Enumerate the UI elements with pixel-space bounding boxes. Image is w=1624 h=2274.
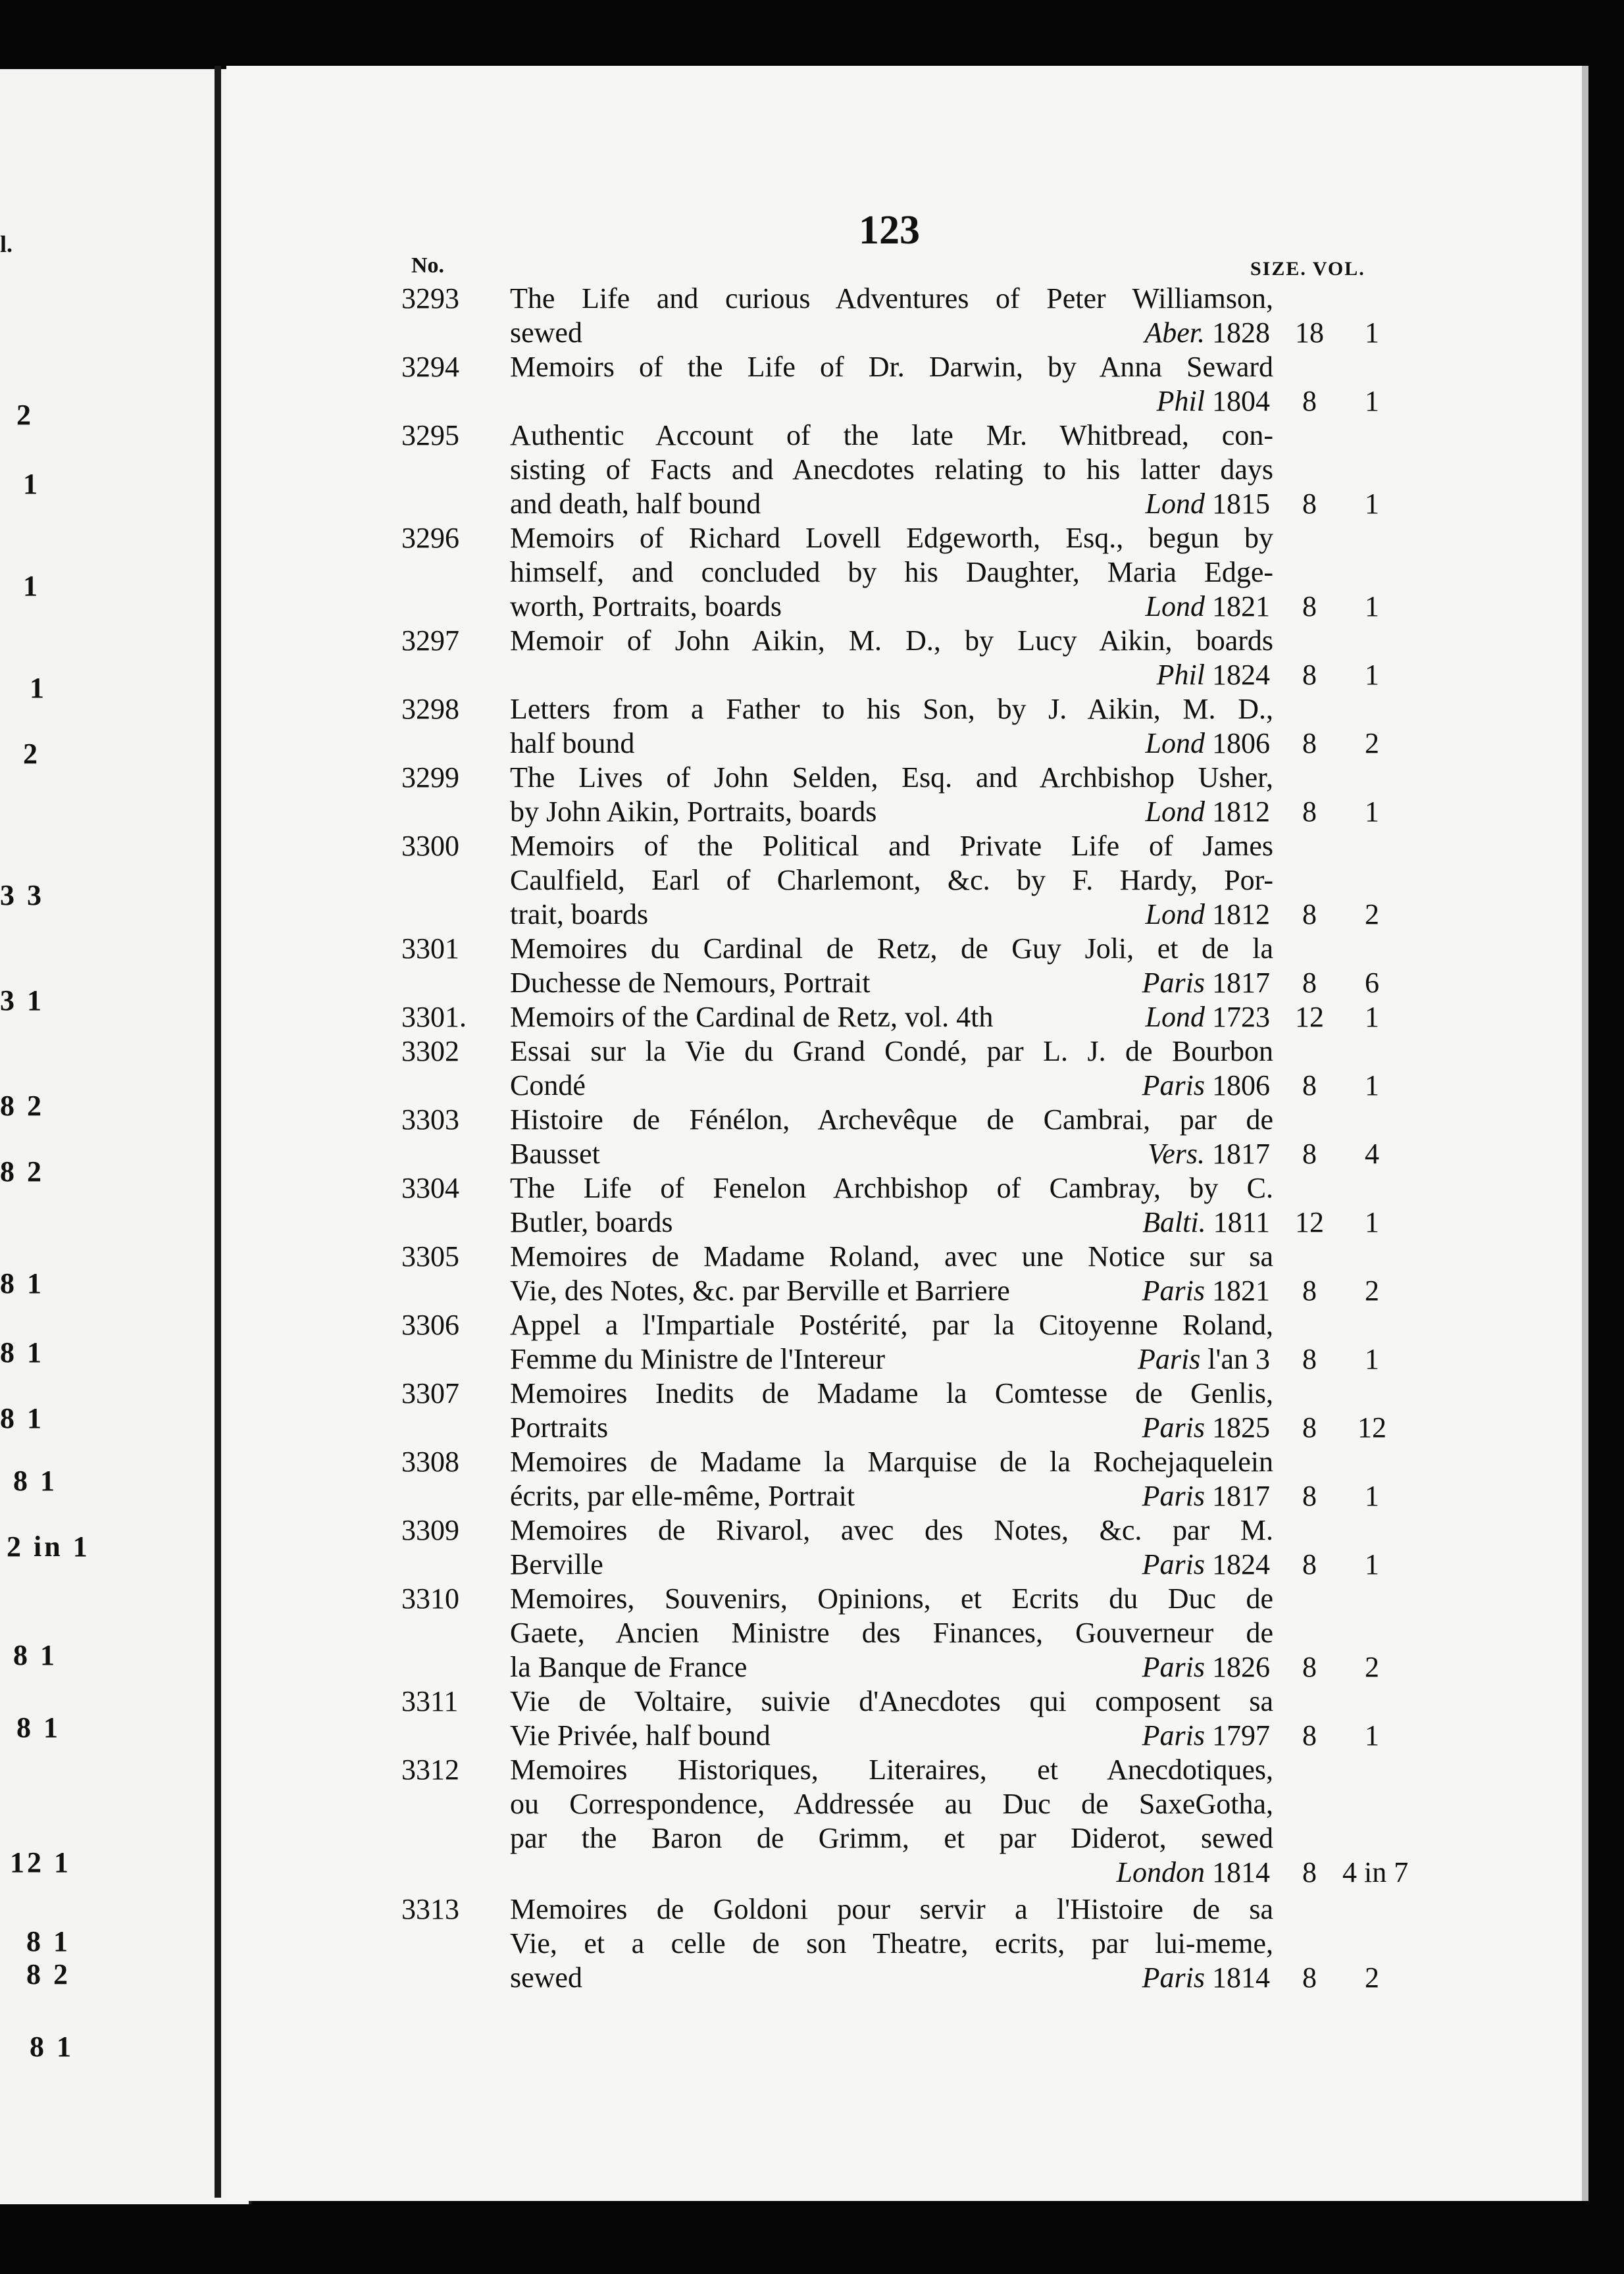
entry-line — [395, 1411, 1386, 1445]
entry-place: Lond — [1145, 796, 1205, 828]
entry-line — [395, 1137, 1382, 1171]
entry-place: Aber. — [1144, 316, 1205, 349]
entry-volumes: 1 — [1365, 488, 1379, 520]
entry-imprint — [1142, 1479, 1270, 1513]
entry-title-text: Memoires de Madame la Marquise de la Rochejaquelein — [510, 1446, 1273, 1478]
entry-line — [395, 1650, 1382, 1684]
entry-line — [395, 555, 1382, 590]
entry-title-text: Butler, boards — [510, 1206, 673, 1238]
entry-imprint — [1157, 384, 1270, 418]
entry-number: 3301 — [401, 932, 459, 965]
left-page-fragment: 1 — [23, 468, 40, 500]
entry-place: Paris — [1142, 1069, 1205, 1101]
entry-title-text: Essai sur la Vie du Grand Condé, par L. J. de Bourbon — [510, 1035, 1273, 1067]
entry-year: 1826 — [1212, 1651, 1270, 1683]
entry-size: 8 — [1302, 1856, 1317, 1888]
entry-number: 3298 — [401, 693, 459, 725]
entry-volumes: 1 — [1365, 1343, 1379, 1375]
entry-title-text: trait, boards — [510, 898, 649, 930]
entry-size: 8 — [1302, 1651, 1317, 1683]
entry-number: 3309 — [401, 1514, 459, 1546]
entry-year: 1797 — [1212, 1719, 1270, 1752]
entry-volumes: 1 — [1365, 1206, 1379, 1238]
entry-volumes: 2 — [1365, 1651, 1379, 1683]
entry-place: Paris — [1142, 1719, 1205, 1752]
entry-place: Paris — [1142, 1411, 1205, 1444]
entry-size: 8 — [1302, 590, 1317, 622]
entry-title-text: The Life of Fenelon Archbishop of Cambray, by C. — [510, 1172, 1273, 1204]
entry-line — [395, 1548, 1382, 1582]
entry-year: 1814 — [1212, 1961, 1270, 1994]
entry-year: 1804 — [1212, 385, 1270, 417]
entry-volumes: 1 — [1365, 1719, 1379, 1752]
entry-imprint — [1142, 1650, 1270, 1684]
entry-title-text: Berville — [510, 1548, 603, 1580]
entry-line — [395, 1377, 1382, 1411]
left-page-fragment: 8 2 — [26, 1958, 70, 1990]
entry-number: 3312 — [401, 1754, 459, 1786]
entry-volumes: 4 in 7 — [1342, 1856, 1409, 1888]
entry-place: Phil — [1156, 659, 1205, 691]
entry-line — [395, 1000, 1382, 1034]
entry-place: Paris — [1137, 1343, 1201, 1375]
entry-title-text: ou Correspondence, Addressée au Duc de SaxeGotha, — [510, 1788, 1273, 1820]
entry-imprint — [1146, 795, 1270, 829]
entry-imprint — [1142, 1069, 1270, 1103]
entry-line — [395, 1479, 1382, 1513]
entry-imprint — [1142, 1719, 1270, 1753]
left-page-fragment: 2 — [16, 399, 34, 431]
entry-title-text: Memoires de Madame Roland, avec une Notice sur sa — [510, 1240, 1273, 1273]
entry-line — [395, 658, 1382, 692]
entry-place: Balti. — [1142, 1206, 1206, 1238]
catalog-entry — [395, 1582, 1382, 1684]
entry-place: London — [1116, 1856, 1205, 1888]
entry-line — [395, 1513, 1382, 1548]
entry-line — [395, 1445, 1382, 1479]
entry-year: 1828 — [1212, 316, 1270, 349]
entry-title-text: Vie, des Notes, &c. par Berville et Barriere — [510, 1275, 1010, 1307]
left-page-fragment: 3 3 — [0, 879, 44, 911]
entry-title-text: sisting of Facts and Anecdotes relating to his latter days — [510, 453, 1273, 486]
entry-number: 3301. — [401, 1001, 467, 1033]
entry-number: 3306 — [401, 1309, 459, 1341]
entry-title-text: Memoir of John Aikin, M. D., by Lucy Aikin, boards — [510, 624, 1273, 657]
entry-line — [395, 1103, 1382, 1137]
entry-size: 8 — [1302, 1343, 1317, 1375]
entry-line — [395, 932, 1382, 966]
entry-place: Paris — [1142, 1651, 1205, 1683]
entry-year: 1817 — [1212, 1480, 1270, 1512]
entry-title-text: Portraits — [510, 1411, 609, 1444]
entry-number: 3294 — [401, 351, 459, 383]
column-header-size-vol: SIZE. VOL. — [1250, 258, 1365, 280]
entry-imprint — [1146, 1000, 1270, 1034]
entry-line — [395, 453, 1382, 487]
entry-title-text: Memoires de Rivarol, avec des Notes, &c. par M. — [510, 1514, 1273, 1546]
entry-imprint — [1142, 1411, 1270, 1445]
entry-volumes: 2 — [1365, 1275, 1379, 1307]
entry-title-text: The Life and curious Adventures of Peter Williamson, — [510, 282, 1273, 315]
entry-title-text: écrits, par elle-même, Portrait — [510, 1480, 855, 1512]
entry-place: Paris — [1142, 1548, 1205, 1580]
catalog-entry — [395, 1240, 1382, 1308]
entry-size: 8 — [1302, 727, 1317, 759]
entry-title-text: Memoirs of the Political and Private Life of James — [510, 830, 1273, 862]
entry-place: Lond — [1145, 488, 1205, 520]
entry-title-text: worth, Portraits, boards — [510, 590, 782, 622]
page-number: 123 — [859, 208, 920, 253]
left-page-fragment: 3 1 — [0, 984, 44, 1017]
book-gutter — [215, 66, 221, 2198]
entry-size: 8 — [1302, 796, 1317, 828]
entry-size: 18 — [1295, 316, 1324, 349]
entry-title-text: Appel a l'Impartiale Postérité, par la Citoyenne Roland, — [510, 1309, 1273, 1341]
left-page-fragment: 8 1 — [13, 1465, 57, 1497]
entry-title-text: Histoire de Fénélon, Archevêque de Cambrai, par de — [510, 1103, 1273, 1136]
entry-number: 3308 — [401, 1446, 459, 1478]
entry-line — [395, 1787, 1382, 1821]
catalog-entry — [395, 1753, 1409, 1890]
entry-title-text: Memoires de Goldoni pour servir a l'Histoire de sa — [510, 1893, 1273, 1925]
entry-volumes: 2 — [1365, 1961, 1379, 1994]
entry-line — [395, 795, 1382, 829]
left-page-fragment: 1 — [30, 672, 47, 704]
entry-title-text: Duchesse de Nemours, Portrait — [510, 967, 871, 999]
entry-line — [395, 966, 1382, 1000]
entry-place: Paris — [1142, 967, 1205, 999]
entry-place: Lond — [1145, 898, 1205, 930]
entry-size: 8 — [1302, 488, 1317, 520]
entry-year: 1723 — [1212, 1001, 1270, 1033]
entry-number: 3313 — [401, 1893, 459, 1925]
entry-year: 1821 — [1212, 590, 1270, 622]
entry-line — [395, 1342, 1382, 1377]
entry-title-text: Memoirs of the Cardinal de Retz, vol. 4th — [510, 1001, 994, 1033]
entry-volumes: 12 — [1358, 1411, 1386, 1444]
catalog-entry — [395, 1892, 1382, 1995]
entry-title-text: half bound — [510, 727, 635, 759]
entry-title-text: Bausset — [510, 1138, 600, 1170]
entry-size: 12 — [1295, 1001, 1324, 1033]
entry-size: 8 — [1302, 967, 1317, 999]
entry-year: 1814 — [1212, 1856, 1270, 1888]
catalog-entry — [395, 1000, 1382, 1034]
entry-year: 1825 — [1212, 1411, 1270, 1444]
entry-year: 1812 — [1212, 898, 1270, 930]
entry-title-text: Memoires du Cardinal de Retz, de Guy Joli, et de la — [510, 932, 1273, 965]
entry-line — [395, 1927, 1382, 1961]
entry-imprint — [1142, 1274, 1270, 1308]
entry-place: Vers. — [1148, 1138, 1205, 1170]
entry-number: 3305 — [401, 1240, 459, 1273]
entry-place: Paris — [1142, 1480, 1205, 1512]
entry-place: Paris — [1142, 1961, 1205, 1994]
entry-size: 8 — [1302, 1069, 1317, 1101]
entry-volumes: 1 — [1365, 1001, 1379, 1033]
catalog-entry — [395, 932, 1382, 1000]
entry-line — [395, 1205, 1382, 1240]
entry-volumes: 2 — [1365, 898, 1379, 930]
entry-number: 3293 — [401, 282, 459, 315]
entry-line — [395, 316, 1382, 350]
entry-line — [395, 897, 1382, 932]
left-page-fragment: 8 1 — [0, 1336, 44, 1369]
entry-number: 3311 — [401, 1685, 459, 1717]
entry-line — [395, 384, 1382, 418]
entry-title-text: Memoires Historiques, Literaires, et Anecdotiques, — [510, 1754, 1273, 1786]
left-page — [0, 69, 251, 2204]
entry-line — [395, 1892, 1382, 1927]
catalog-entry — [395, 1171, 1382, 1240]
entry-imprint — [1138, 1342, 1270, 1377]
catalog-entry — [395, 624, 1382, 692]
entry-title-text: Vie Privée, half bound — [510, 1719, 771, 1752]
entry-line — [395, 350, 1382, 384]
left-page-fragment: 8 1 — [16, 1711, 61, 1744]
entry-number: 3297 — [401, 624, 459, 657]
entry-title-text: sewed — [510, 316, 582, 349]
left-page-fragment: 12 1 — [10, 1846, 71, 1879]
entry-size: 8 — [1302, 1138, 1317, 1170]
entry-line — [395, 829, 1382, 863]
entry-year: 1817 — [1212, 967, 1270, 999]
left-page-fragment: 8 1 — [26, 1925, 70, 1958]
entry-line — [395, 487, 1382, 521]
entry-place: Lond — [1145, 590, 1205, 622]
entry-title-text: Caulfield, Earl of Charlemont, &c. by F. Hardy, Por- — [510, 864, 1273, 896]
entry-number: 3300 — [401, 830, 459, 862]
entry-title-text: la Banque de France — [510, 1651, 748, 1683]
catalog-entry — [395, 761, 1382, 829]
entry-size: 8 — [1302, 1480, 1317, 1512]
entry-year: 1806 — [1212, 727, 1270, 759]
entry-line — [395, 726, 1382, 761]
catalog-entry — [395, 521, 1382, 624]
entry-year: 1817 — [1212, 1138, 1270, 1170]
entry-volumes: 2 — [1365, 727, 1379, 759]
entry-year: 1824 — [1212, 659, 1270, 691]
catalog-entry — [395, 1684, 1382, 1753]
entry-title-text: by John Aikin, Portraits, boards — [510, 796, 877, 828]
entry-imprint — [1142, 966, 1270, 1000]
entry-line — [395, 1684, 1382, 1719]
entry-number: 3303 — [401, 1103, 459, 1136]
entry-volumes: 1 — [1365, 385, 1379, 417]
left-page-header: l. — [0, 231, 13, 257]
entry-imprint — [1146, 590, 1270, 624]
left-page-fragment: 8 2 — [0, 1090, 44, 1122]
catalog-entry — [395, 692, 1382, 761]
entry-title-text: Gaete, Ancien Ministre des Finances, Gouverneur de — [510, 1617, 1273, 1649]
entry-line — [395, 1308, 1382, 1342]
entry-volumes: 1 — [1365, 316, 1379, 349]
entry-line — [395, 521, 1382, 555]
entry-number: 3304 — [401, 1172, 459, 1204]
entry-line — [395, 761, 1382, 795]
entry-year: 1811 — [1213, 1206, 1270, 1238]
entry-number: 3307 — [401, 1377, 459, 1409]
entry-volumes: 4 — [1365, 1138, 1379, 1170]
entry-imprint — [1157, 658, 1270, 692]
entry-imprint — [1117, 1856, 1270, 1890]
entry-number: 3310 — [401, 1582, 459, 1615]
catalog-entry — [395, 1445, 1382, 1513]
entry-volumes: 1 — [1365, 590, 1379, 622]
entry-size: 8 — [1302, 1411, 1317, 1444]
entry-volumes: 1 — [1365, 796, 1379, 828]
left-page-fragment: 8 1 — [30, 2031, 74, 2063]
left-page-fragment: 8 1 — [0, 1402, 44, 1434]
catalog-entry — [395, 1103, 1382, 1171]
entry-year: 1812 — [1212, 796, 1270, 828]
entry-title-text: Femme du Ministre de l'Intereur — [510, 1343, 886, 1375]
entry-line — [395, 590, 1382, 624]
entry-title-text: Memoirs of Richard Lovell Edgeworth, Esq., begun by — [510, 522, 1273, 554]
catalog-entry — [395, 1308, 1382, 1377]
entry-title-text: Condé — [510, 1069, 586, 1101]
entry-imprint — [1142, 1205, 1270, 1240]
entry-imprint — [1146, 897, 1270, 932]
entry-title-text: Letters from a Father to his Son, by J. Aikin, M. D., — [510, 693, 1273, 725]
entry-line — [395, 1069, 1382, 1103]
entry-title-text: Vie de Voltaire, suivie d'Anecdotes qui composent sa — [510, 1685, 1273, 1717]
entry-size: 8 — [1302, 1548, 1317, 1580]
entry-imprint — [1142, 1548, 1270, 1582]
entry-line — [395, 1034, 1382, 1069]
left-page-fragment: 8 2 — [0, 1155, 44, 1188]
entry-year: 1824 — [1212, 1548, 1270, 1580]
entry-title-text: Memoires Inedits de Madame la Comtesse de Genlis, — [510, 1377, 1273, 1409]
entry-line — [395, 1821, 1382, 1856]
left-page-fragment: 2 — [23, 738, 40, 770]
entry-size: 12 — [1295, 1206, 1324, 1238]
column-header-no: No. — [411, 253, 445, 278]
entry-imprint — [1142, 1961, 1270, 1995]
entry-number: 3299 — [401, 761, 459, 794]
catalog-entry — [395, 1034, 1382, 1103]
entry-size: 8 — [1302, 1275, 1317, 1307]
entry-line — [395, 1719, 1382, 1753]
left-page-fragment: 2 in 1 — [7, 1530, 90, 1563]
entry-title-text: himself, and concluded by his Daughter, Maria Edge- — [510, 556, 1273, 588]
entry-line — [395, 1171, 1382, 1205]
catalog-entry — [395, 282, 1382, 350]
entry-size: 8 — [1302, 385, 1317, 417]
entry-imprint — [1146, 726, 1270, 761]
entry-year: 1815 — [1212, 488, 1270, 520]
entry-number: 3296 — [401, 522, 459, 554]
entry-line — [395, 1753, 1382, 1787]
entry-volumes: 1 — [1365, 1548, 1379, 1580]
entry-line — [395, 624, 1382, 658]
entry-title-text: par the Baron de Grimm, et par Diderot, sewed — [510, 1822, 1273, 1854]
entry-title-text: The Lives of John Selden, Esq. and Archbishop Usher, — [510, 761, 1273, 794]
entry-imprint — [1144, 316, 1270, 350]
entry-imprint — [1148, 1137, 1270, 1171]
entry-title-text: Memoires, Souvenirs, Opinions, et Ecrits du Duc de — [510, 1582, 1273, 1615]
left-page-fragment: 1 — [23, 570, 40, 602]
entry-line — [395, 1856, 1409, 1890]
catalog-entry — [395, 350, 1382, 418]
entry-line — [395, 692, 1382, 726]
entry-title-text: and death, half bound — [510, 488, 761, 520]
entry-volumes: 1 — [1365, 659, 1379, 691]
catalog-entry — [395, 1513, 1382, 1582]
entry-line — [395, 1961, 1382, 1995]
catalog-entry — [395, 1377, 1386, 1445]
entry-title-text: Memoirs of the Life of Dr. Darwin, by Anna Seward — [510, 351, 1273, 383]
entry-place: Lond — [1145, 1001, 1205, 1033]
entry-line — [395, 863, 1382, 897]
entry-place: Phil — [1156, 385, 1205, 417]
entry-volumes: 1 — [1365, 1480, 1379, 1512]
entry-line — [395, 418, 1382, 453]
entry-place: Paris — [1142, 1275, 1205, 1307]
entry-line — [395, 1274, 1382, 1308]
entry-size: 8 — [1302, 659, 1317, 691]
entry-year: l'an 3 — [1207, 1343, 1270, 1375]
entry-imprint — [1146, 487, 1270, 521]
entry-number: 3302 — [401, 1035, 459, 1067]
entry-size: 8 — [1302, 1961, 1317, 1994]
left-page-fragment: 8 1 — [0, 1267, 44, 1300]
entry-line — [395, 282, 1382, 316]
entry-year: 1821 — [1212, 1275, 1270, 1307]
left-page-fragment: 8 1 — [13, 1639, 57, 1671]
entry-volumes: 1 — [1365, 1069, 1379, 1101]
entry-year: 1806 — [1212, 1069, 1270, 1101]
entry-line — [395, 1616, 1382, 1650]
catalog-entry — [395, 829, 1382, 932]
entry-title-text: Vie, et a celle de son Theatre, ecrits, par lui-meme, — [510, 1927, 1273, 1959]
entry-number: 3295 — [401, 419, 459, 451]
entry-line — [395, 1582, 1382, 1616]
entry-size: 8 — [1302, 1719, 1317, 1752]
catalog-entry — [395, 418, 1382, 521]
entry-size: 8 — [1302, 898, 1317, 930]
entry-title-text: sewed — [510, 1961, 582, 1994]
entry-volumes: 6 — [1365, 967, 1379, 999]
entry-title-text: Authentic Account of the late Mr. Whitbread, con- — [510, 419, 1273, 451]
entry-place: Lond — [1145, 727, 1205, 759]
entry-line — [395, 1240, 1382, 1274]
